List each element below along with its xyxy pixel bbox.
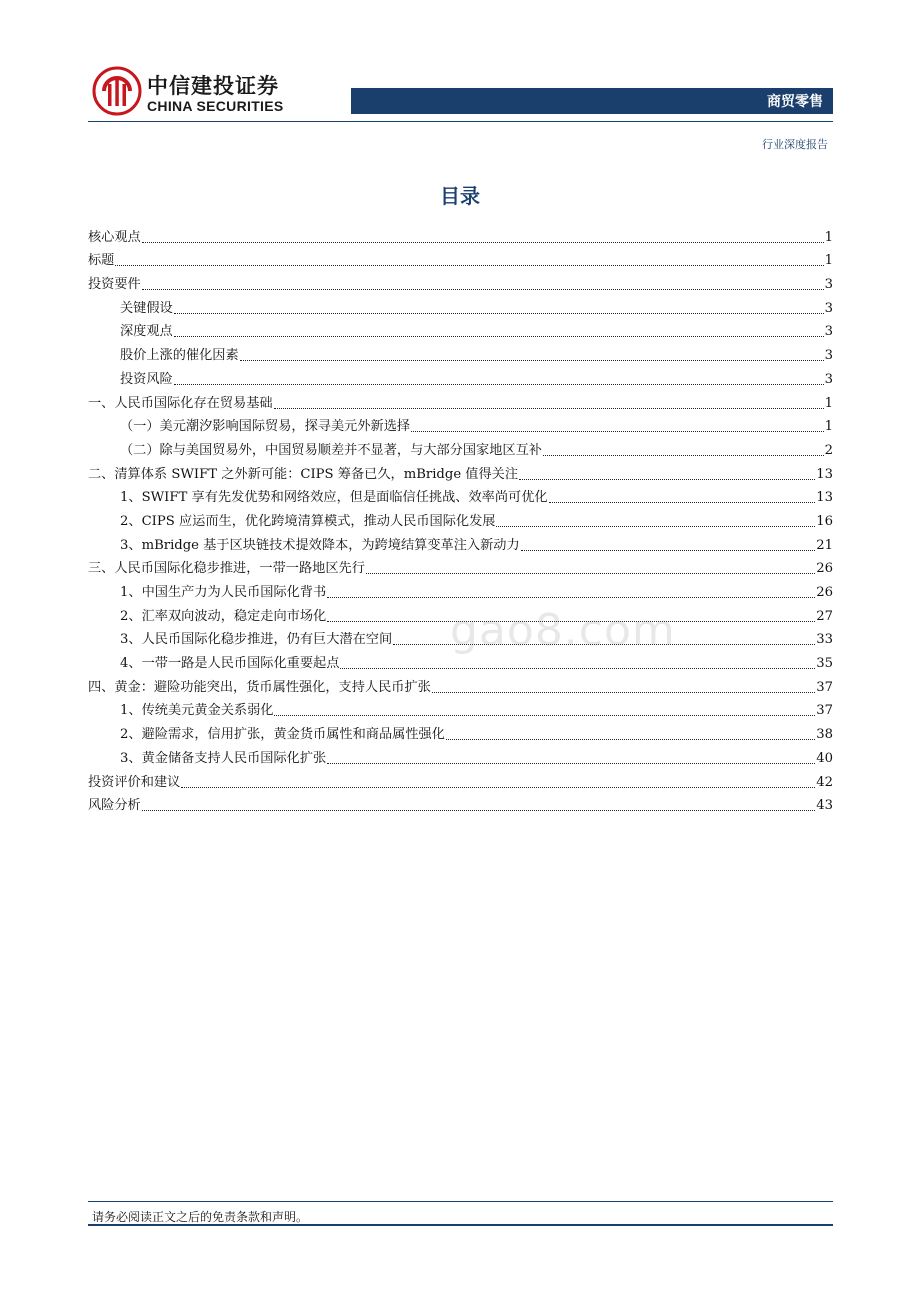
toc-entry-title: 深度观点	[120, 324, 173, 340]
footer-divider-top	[88, 1201, 833, 1202]
toc-entry[interactable]	[88, 672, 833, 696]
toc-dot-leader	[142, 810, 815, 811]
toc-entry[interactable]	[88, 483, 833, 507]
toc-entry[interactable]	[88, 696, 833, 720]
toc-entry-title: 1、传统美元黄金关系弱化	[120, 703, 274, 719]
toc-entry-title: 2、汇率双向波动，稳定走向市场化	[120, 608, 327, 624]
toc-entry-title: 投资要件	[88, 277, 141, 293]
toc-entry[interactable]	[88, 743, 833, 767]
toc-dot-leader	[174, 336, 824, 337]
toc-entry-title: 投资评价和建议	[88, 774, 181, 790]
toc-entry-title: 三、人民币国际化稳步推进，一带一路地区先行	[88, 561, 365, 577]
china-securities-logo-icon	[92, 66, 142, 116]
toc-dot-leader	[446, 739, 815, 740]
toc-dot-leader	[181, 787, 815, 788]
toc-entry[interactable]	[88, 293, 833, 317]
toc-entry-page: 35	[816, 656, 833, 672]
toc-dot-leader	[340, 668, 815, 669]
toc-dot-leader	[274, 408, 824, 409]
toc-dot-leader	[274, 715, 815, 716]
footer-divider-bottom	[88, 1224, 833, 1226]
toc-dot-leader	[549, 502, 816, 503]
brand-name-cn: 中信建投证券	[147, 74, 279, 98]
toc-entry[interactable]	[88, 412, 833, 436]
header-divider	[88, 121, 833, 122]
toc-entry-page: 40	[816, 750, 833, 766]
toc-entry-page: 1	[824, 229, 833, 245]
toc-entry-title: 投资风险	[120, 371, 173, 387]
toc-dot-leader	[240, 360, 824, 361]
toc-entry-title: 风险分析	[88, 798, 141, 814]
toc-entry-title: 关键假设	[120, 300, 173, 316]
toc-entry-page: 3	[824, 348, 833, 364]
toc-entry-title: 3、mBridge 基于区块链技术提效降本，为跨境结算变革注入新动力	[120, 537, 520, 553]
toc-dot-leader	[174, 384, 824, 385]
toc-dot-leader	[142, 242, 824, 243]
toc-entry-title: 核心观点	[88, 229, 141, 245]
brand-name-en: CHINA SECURITIES	[147, 98, 284, 114]
toc-entry-title: 二、清算体系 SWIFT 之外新可能：CIPS 筹备已久，mBridge 值得关注	[88, 466, 519, 482]
toc-entry-page: 42	[816, 774, 833, 790]
toc-entry-title: 四、黄金：避险功能突出，货币属性强化，支持人民币扩张	[88, 679, 431, 695]
toc-entry-page: 3	[824, 277, 833, 293]
toc-entry[interactable]	[88, 222, 833, 246]
toc-entry[interactable]	[88, 459, 833, 483]
toc-dot-leader	[496, 526, 815, 527]
toc-dot-leader	[411, 431, 823, 432]
toc-entry[interactable]	[88, 577, 833, 601]
toc-entry-title: 1、中国生产力为人民币国际化背书	[120, 585, 327, 600]
toc-entry-page: 37	[816, 703, 833, 719]
toc-entry[interactable]	[88, 340, 833, 364]
toc-dot-leader	[142, 289, 824, 290]
toc-entry[interactable]	[88, 530, 833, 554]
toc-entry[interactable]	[88, 388, 833, 412]
toc-dot-leader	[366, 573, 815, 574]
toc-entry-page: 21	[816, 537, 833, 553]
toc-entry-title: 股价上涨的催化因素	[120, 348, 239, 364]
toc-dot-leader	[543, 455, 824, 456]
toc-entry-page: 26	[816, 585, 833, 600]
toc-entry-page: 1	[824, 395, 833, 411]
toc-entry-page: 3	[824, 371, 833, 387]
report-type-label: 行业深度报告	[762, 138, 828, 151]
toc-entry-page: 38	[816, 727, 833, 743]
toc-entry-title: 标题	[88, 253, 115, 269]
toc-entry-page: 3	[824, 300, 833, 316]
toc-entry-title: （二）除与美国贸易外，中国贸易顺差并不显著，与大部分国家地区互补	[120, 442, 542, 458]
toc-entry-title: 3、黄金储备支持人民币国际化扩张	[120, 750, 327, 766]
toc-entry-page: 13	[816, 466, 833, 482]
toc-dot-leader	[174, 313, 824, 314]
toc-entry[interactable]	[88, 317, 833, 341]
footer-disclaimer: 请务必阅读正文之后的免责条款和声明。	[92, 1210, 309, 1224]
sector-label: 商贸零售	[767, 94, 823, 110]
toc-dot-leader	[115, 265, 823, 266]
toc-entry-page: 37	[816, 679, 833, 695]
toc-title: 目录	[440, 184, 480, 208]
toc-entry-page: 13	[816, 490, 833, 506]
toc-entry[interactable]	[88, 719, 833, 743]
toc-entry[interactable]	[88, 246, 833, 270]
toc-entry-page: 16	[816, 513, 833, 529]
toc-entry[interactable]	[88, 791, 833, 815]
toc-entry-page: 33	[816, 632, 833, 648]
toc-dot-leader	[327, 597, 815, 598]
toc-entry-title: （一）美元潮汐影响国际贸易，探寻美元外新选择	[120, 419, 411, 435]
toc-entry-title: 4、一带一路是人民币国际化重要起点	[120, 656, 340, 672]
toc-entry-page: 1	[824, 253, 833, 269]
toc-entry-title: 2、避险需求，信用扩张，黄金货币属性和商品属性强化	[120, 727, 445, 743]
toc-entry-page: 26	[816, 561, 833, 577]
toc-entry[interactable]	[88, 364, 833, 388]
toc-entry-title: 3、人民币国际化稳步推进，仍有巨大潜在空间	[120, 632, 393, 648]
toc-entry[interactable]	[88, 554, 833, 578]
toc-entry-title: 2、CIPS 应运而生，优化跨境清算模式，推动人民币国际化发展	[120, 513, 496, 529]
sector-banner	[351, 88, 833, 114]
watermark: gao8.com	[450, 605, 676, 656]
toc-entry[interactable]	[88, 269, 833, 293]
toc-entry[interactable]	[88, 435, 833, 459]
table-of-contents	[88, 222, 833, 814]
toc-dot-leader	[432, 692, 815, 693]
toc-entry-page: 1	[824, 419, 833, 435]
toc-entry-page: 27	[816, 608, 833, 624]
toc-entry[interactable]	[88, 767, 833, 791]
toc-entry-page: 3	[824, 324, 833, 340]
toc-dot-leader	[327, 763, 815, 764]
toc-entry[interactable]	[88, 506, 833, 530]
toc-entry-page: 2	[824, 442, 833, 458]
toc-entry-page: 43	[816, 798, 833, 814]
toc-entry-title: 一、人民币国际化存在贸易基础	[88, 395, 273, 411]
toc-dot-leader	[521, 550, 816, 551]
toc-dot-leader	[519, 479, 815, 480]
toc-entry-title: 1、SWIFT 享有先发优势和网络效应，但是面临信任挑战、效率尚可优化	[120, 490, 548, 506]
